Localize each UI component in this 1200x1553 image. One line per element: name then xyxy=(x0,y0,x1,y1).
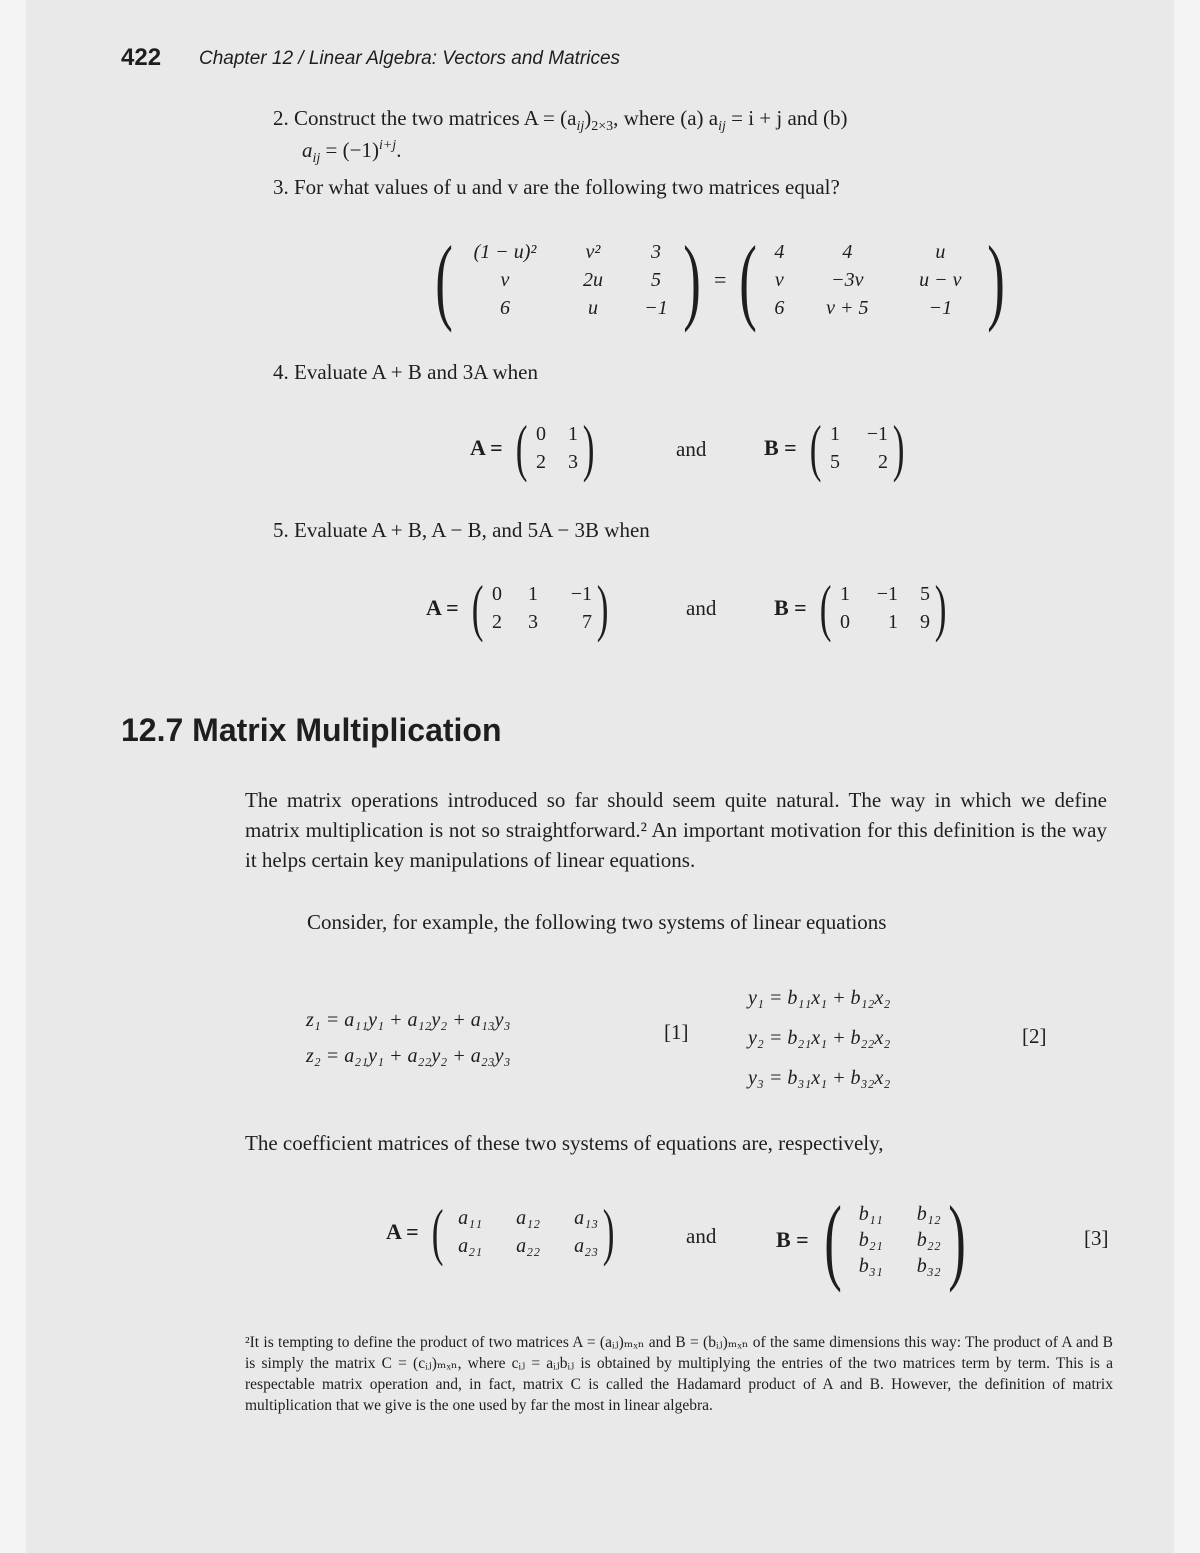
matrix-a: 0 1 2 3 xyxy=(536,423,579,473)
paragraph-coefficients: The coefficient matrices of these two systems of equations are, respectively, xyxy=(245,1131,884,1155)
coefficient-matrix-b: B = ( b₁₁ b₁₂ b₂₁ b₂₂ b₃₁ b₃₂ ) xyxy=(776,1186,966,1293)
matrix-right: 4 4 u v −3v u − v 6 v + 5 −1 xyxy=(774,241,962,319)
equals-sign: = xyxy=(713,267,727,292)
and-word: and xyxy=(686,596,717,620)
matrix-b: b₁₁ b₁₂ b₂₁ b₂₂ b₃₁ b₃₂ xyxy=(858,1203,941,1277)
section-heading: 12.7 Matrix Multiplication xyxy=(121,712,502,748)
footnote: ²It is tempting to define the product of two matrices A = (aᵢⱼ)ₘₓₙ and B = (bᵢⱼ)ₘₓₙ of the same dimensions this way: The product of A and B is simply the matrix C = (cᵢⱼ)ₘₓₙ, where cᵢⱼ = aᵢⱼbᵢⱼ is obtained by multiplying the entries of the two matrices term by term. This is a respectable matrix operation and, in fact, matrix C is called the Hadamard product of A and B. However, the definition of matrix multiplication that we give is the one used by far the most in linear algebra. xyxy=(245,1334,1113,1414)
coefficient-matrix-a: A = ( a₁₁ a₁₂ a₁₃ a₂₁ a₂₂ a₂₃ ) xyxy=(386,1196,615,1267)
exercise-4-matrix-a: A = ( 0 1 2 3 ) xyxy=(470,412,595,483)
matrix-a: a₁₁ a₁₂ a₁₃ a₂₁ a₂₂ a₂₃ xyxy=(458,1207,599,1257)
paragraph-intro: The matrix operations introduced so far should seem quite natural. The way in which we define matrix multiplication is not so straightforward.² An important motivation for this definition is the way it helps certain key manipulations of linear equations. xyxy=(245,788,1107,872)
left-paren: ( xyxy=(435,226,453,333)
paragraph-consider: Consider, for example, the following two systems of linear equations xyxy=(307,910,887,934)
matrix-b: 1 −1 5 0 1 9 xyxy=(840,583,931,633)
exercise-5-matrix-a: A = ( 0 1 −1 2 3 7 ) xyxy=(426,572,609,643)
exercise-2-line-1: 2. Construct the two matrices $A = (a_{ij})_{2\times 3}$, where (a) $a_{ij} = i + j$ and (b) xyxy=(273,106,848,135)
and-word: and xyxy=(686,1224,717,1248)
matrix-b: 1 −1 5 2 xyxy=(830,423,889,473)
and-word: and xyxy=(676,437,707,461)
left-paren: ( xyxy=(739,226,758,333)
exercise-3-prompt: 3. For what values of u and v are the following two matrices equal? xyxy=(273,175,840,199)
matrix-left: (1 − u)² v² 3 v 2u 5 6 u −1 xyxy=(473,241,668,319)
right-paren: ) xyxy=(683,226,701,333)
chapter-title: Chapter 12 / Linear Algebra: Vectors and Matrices xyxy=(199,48,621,69)
matrix-a: 0 1 −1 2 3 7 xyxy=(492,583,593,633)
exercise-5-matrix-b: B = ( 1 −1 5 0 1 9 ) xyxy=(774,572,947,643)
exercise-2-line-2: $a_{ij} = (-1)^{i+j}$. xyxy=(302,138,402,167)
exercise-4-prompt: 4. Evaluate A + B and 3A when xyxy=(273,360,538,384)
equation-tag-3: [3] xyxy=(1084,1226,1109,1250)
equation-tag-2: [2] xyxy=(1022,1024,1047,1048)
exercise-5-prompt: 5. Evaluate A + B, A − B, and 5A − 3B when xyxy=(273,518,650,542)
equation-tag-1: [1] xyxy=(664,1020,689,1044)
equation-system-2: y₁ = b₁₁x₁ + b₁₂x₂ y₂ = b₂₁x₁ + b₂₂x₂ y₃ = b₃₁x₁ + b₃₂x₂ xyxy=(748,987,891,1089)
right-paren: ) xyxy=(987,226,1006,333)
page-number: 422 xyxy=(121,44,162,71)
exercise-3-equation xyxy=(428,226,1012,333)
exercise-4-matrix-b: B = ( 1 −1 5 2 ) xyxy=(764,412,905,483)
equation-system-1: z₁ = a₁₁y₁ + a₁₂y₂ + a₁₃y₃ z₂ = a₂₁y₁ + a₂₂y₂ + a₂₃y₃ xyxy=(306,1009,511,1067)
book-page xyxy=(26,0,1174,1553)
